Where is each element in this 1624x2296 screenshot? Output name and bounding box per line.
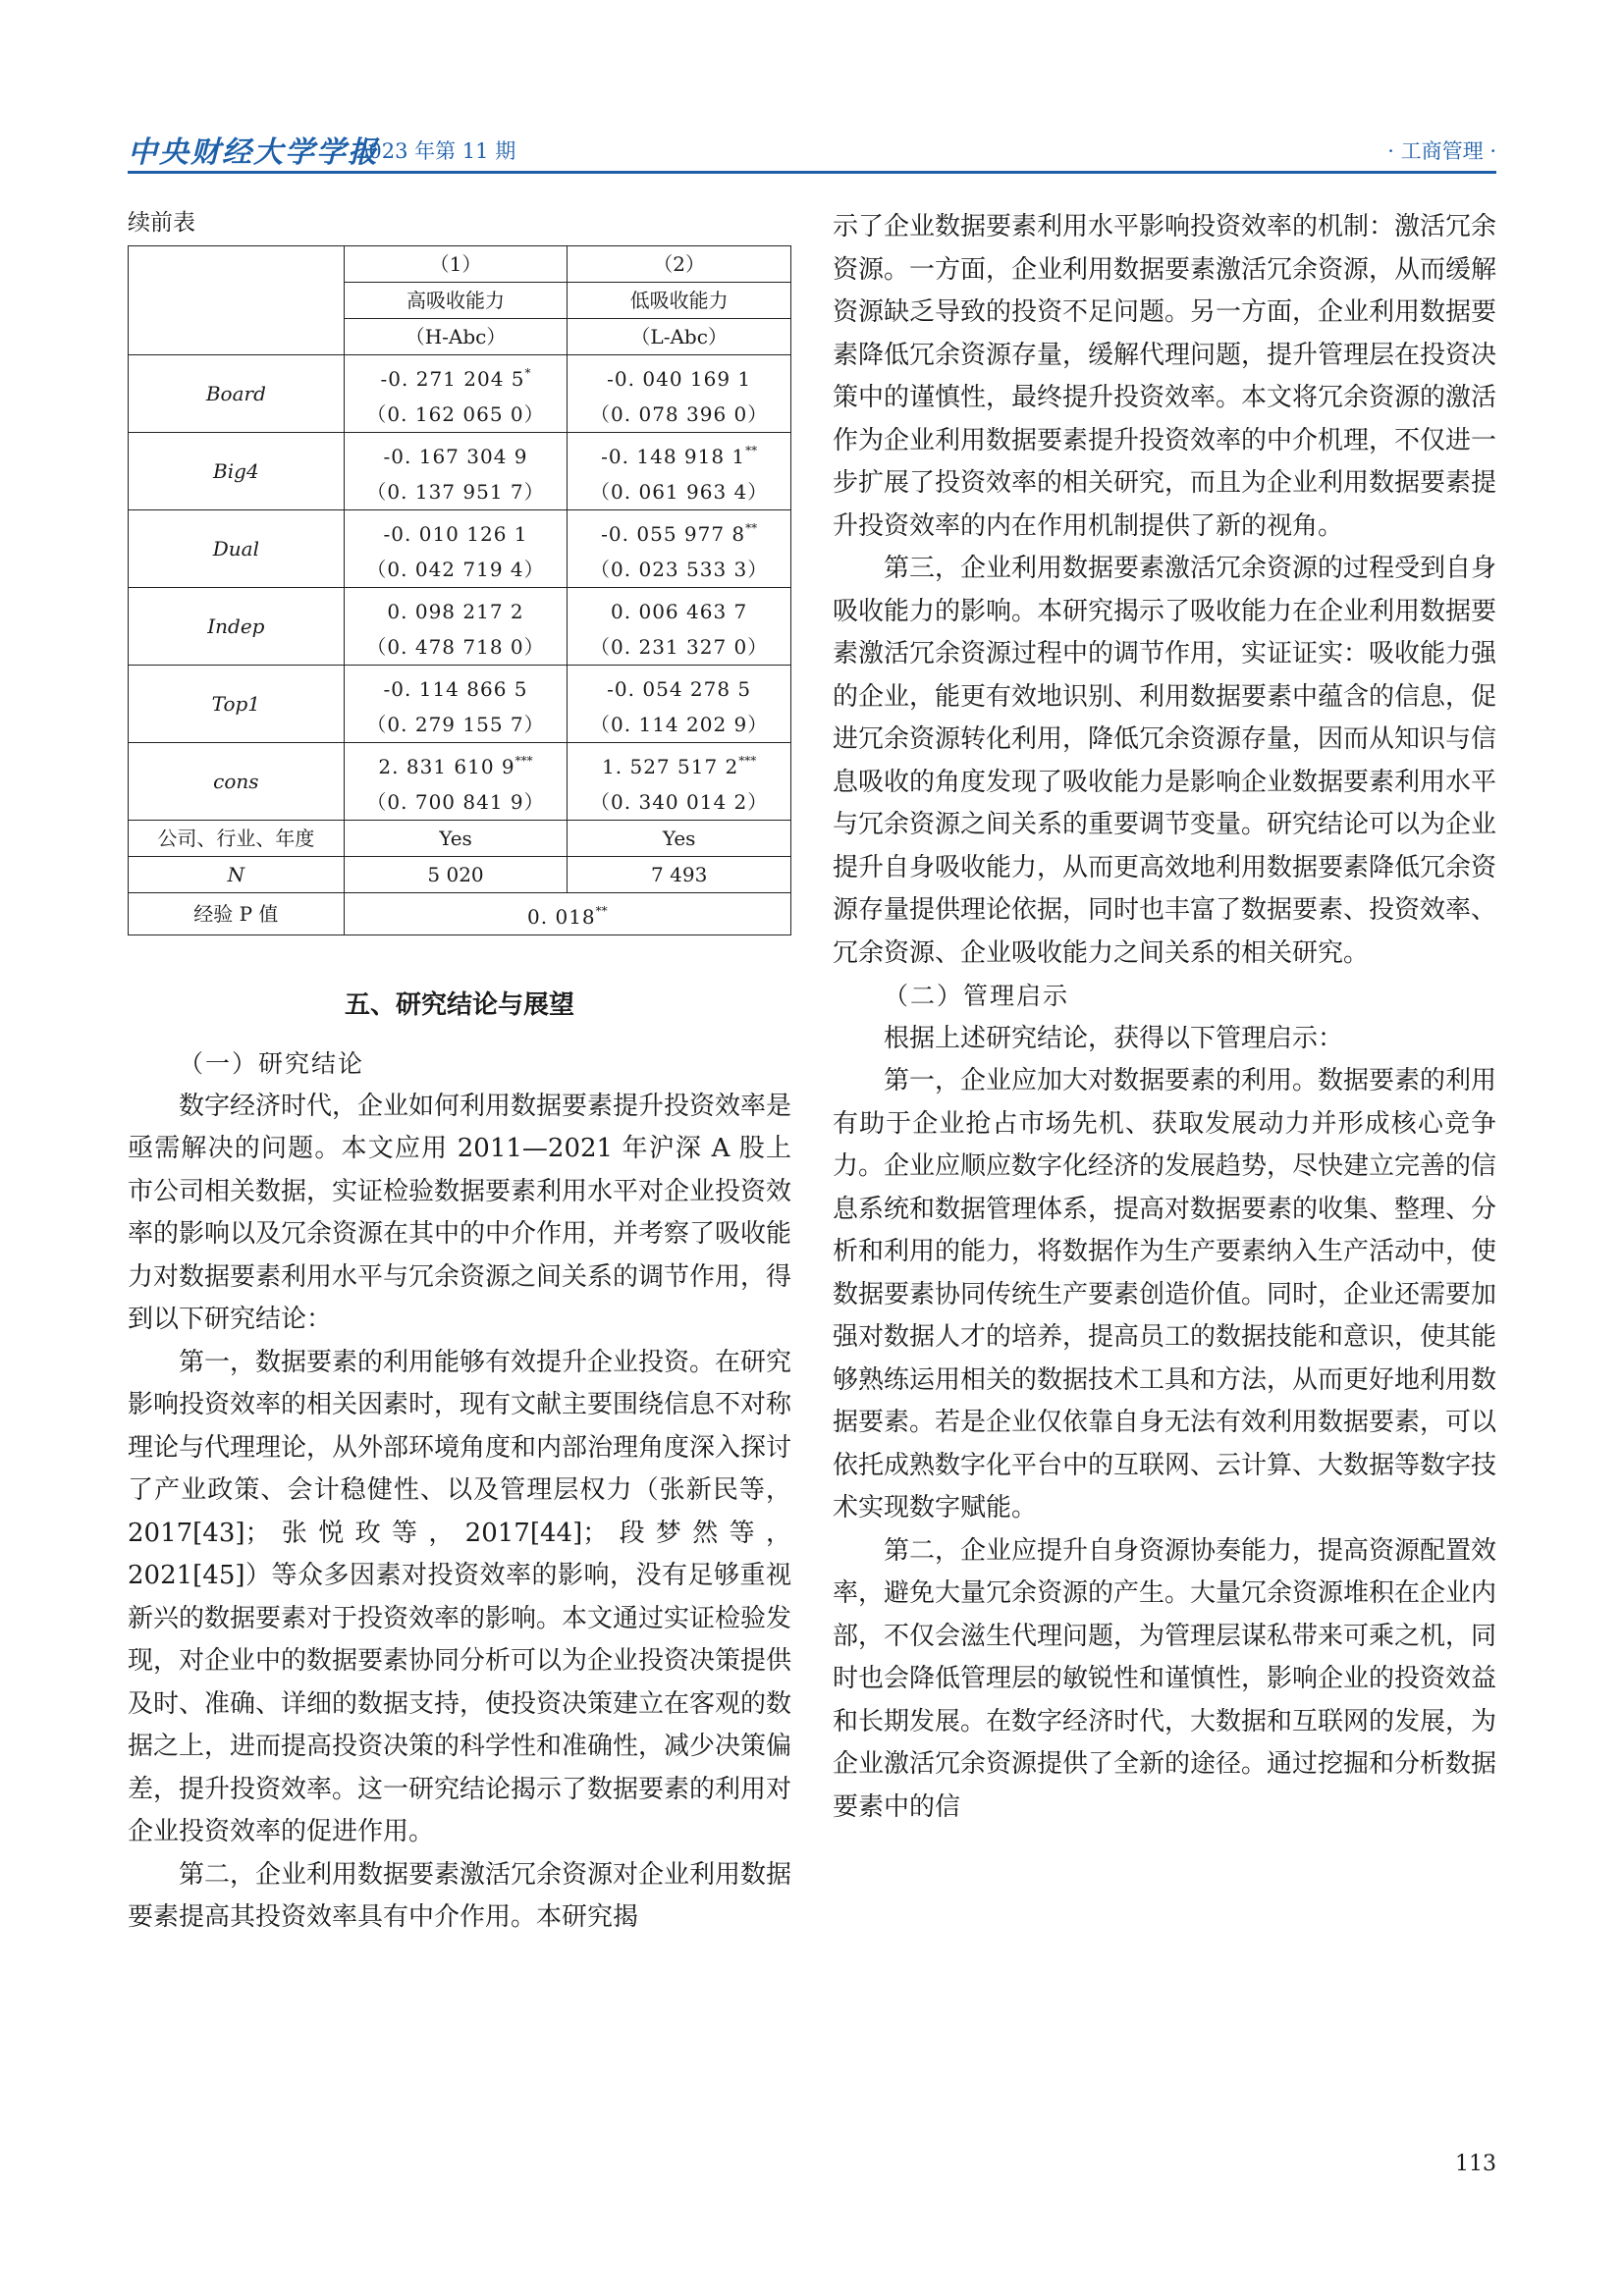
regression-table [128, 245, 791, 935]
coef-cell: 0. 006 463 7 （0. 231 327 0） [568, 588, 791, 666]
col2-code: （L-Abc） [568, 319, 791, 355]
page-header [128, 126, 1496, 171]
col1-number: （1） [344, 246, 568, 283]
table-row [129, 588, 791, 666]
paragraph: 第三，企业利用数据要素激活冗余资源的过程受到自身吸收能力的影响。本研究揭示了吸收能力在企业利用数据要素激活冗余资源过程中的调节作用，实证证实：吸收能力强的企业，能更有效地识别、利用数据要素中蕴含的信息，促进冗余资源转化利用，降低冗余资源存量，因而从知识与信息吸收的角度发现了吸收能力是影响企业数据要素利用水平与冗余资源之间关系的重要调节变量。研究结论可以为企业提升自身吸收能力，从而更高效地利用数据要素降低冗余资源存量提供理论依据，同时也丰富了数据要素、投资效率、冗余资源、企业吸收能力之间关系的相关研究。 [833, 554, 1497, 968]
coef-cell: -0. 148 918 1** （0. 061 963 4） [568, 433, 791, 510]
coef-cell: 2. 831 610 9*** （0. 700 841 9） [344, 743, 568, 821]
subsection-heading: （一）研究结论 [179, 1049, 365, 1078]
section-title: 五、研究结论与展望 [344, 990, 574, 1020]
coef-cell: 1. 527 517 2*** （0. 340 014 2） [568, 743, 791, 821]
col1-code: （H-Abc） [344, 319, 568, 355]
table-row [129, 666, 791, 743]
row-label: 经验 P 值 [129, 893, 345, 935]
coef-cell: -0. 167 304 9 （0. 137 951 7） [344, 433, 568, 510]
n-cell: 5 020 [344, 857, 568, 893]
table-row [129, 821, 791, 857]
paragraph: 示了企业数据要素利用水平影响投资效率的机制：激活冗余资源。一方面，企业利用数据要素激活冗余资源，从而缓解资源缺乏导致的投资不足问题。另一方面，企业利用数据要素降低冗余资源存量，缓解代理问题，提升管理层在投资决策中的谨慎性，最终提升投资效率。本文将冗余资源的激活作为企业利用数据要素提升投资效率的中介机理，不仅进一步扩展了投资效率的相关研究，而且为企业利用数据要素提升投资效率的内在作用机制提供了新的视角。 [833, 212, 1497, 541]
coef-cell: -0. 040 169 1 （0. 078 396 0） [568, 355, 791, 433]
row-label: Top1 [129, 666, 345, 743]
left-column [128, 206, 791, 1940]
paragraph: 第一，企业应加大对数据要素的利用。数据要素的利用有助于企业抢占市场先机、获取发展动力并形成核心竞争力。企业应顺应数字化经济的发展趋势，尽快建立完善的信息系统和数据管理体系，提高对数据要素的收集、整理、分析和利用的能力，将数据作为生产要素纳入生产活动中，使数据要素协同传统生产要素创造价值。同时，企业还需要加强对数据人才的培养，提高员工的数据技能和意识，使其能够熟练运用相关的数据技术工具和方法，从而更好地利用数据要素。若是企业仅依靠自身无法有效利用数据要素，可以依托成熟数字化平台中的互联网、云计算、大数据等数字技术实现数字赋能。 [833, 1066, 1497, 1522]
coef-cell: -0. 010 126 1 （0. 042 719 4） [344, 510, 568, 588]
paragraph: 数字经济时代，企业如何利用数据要素提升投资效率是亟需解决的问题。本文应用 2011—2021 年沪深 A 股上市公司相关数据，实证检验数据要素利用水平对企业投资效率的影响以及冗余资源在其中的中介作用，并考察了吸收能力对数据要素利用水平与冗余资源之间关系的调节作用，得到以下研究结论： [128, 1091, 792, 1334]
table-row [129, 893, 791, 935]
table-row [129, 743, 791, 821]
right-column [833, 206, 1496, 1829]
row-label: N [129, 857, 345, 893]
section-label: · 工商管理 · [1387, 139, 1496, 163]
subsection-heading: （二）管理启示 [884, 982, 1070, 1010]
paragraph: 根据上述研究结论，获得以下管理启示： [884, 1023, 1344, 1053]
paragraph: 第二，企业应提升自身资源协奏能力，提高资源配置效率，避免大量冗余资源的产生。大量冗余资源堆积在企业内部，不仅会滋生代理问题，为管理层谋私带来可乘之机，同时也会降低管理层的敏锐性和谨慎性，影响企业的投资效益和长期发展。在数字经济时代，大数据和互联网的发展，为企业激活冗余资源提供了全新的途径。通过挖掘和分析数据要素中的信 [833, 1535, 1497, 1822]
row-label: Dual [129, 510, 345, 588]
fe-cell: Yes [568, 821, 791, 857]
table-row [129, 433, 791, 510]
row-label: cons [129, 743, 345, 821]
row-label: Indep [129, 588, 345, 666]
journal-name: 中央财经大学学报 [128, 135, 379, 170]
table-row [129, 857, 791, 893]
row-label: Big4 [129, 433, 345, 510]
table-caption: 续前表 [128, 210, 195, 236]
coef-cell: 0. 098 217 2 （0. 478 718 0） [344, 588, 568, 666]
coef-cell: -0. 054 278 5 （0. 114 202 9） [568, 666, 791, 743]
coef-cell: -0. 271 204 5* （0. 162 065 0） [344, 355, 568, 433]
p-value-cell: 0. 018** [344, 893, 790, 935]
table-corner-cell [129, 246, 345, 355]
paragraph: 第一，数据要素的利用能够有效提升企业投资。在研究影响投资效率的相关因素时，现有文献主要围绕信息不对称理论与代理理论，从外部环境角度和内部治理角度深入探讨了产业政策、会计稳健性、以及管理层权力（张新民等，2017[43]；张悦玫等，2017[44]；段梦然等，2021[45]）等众多因素对投资效率的影响，没有足够重视新兴的数据要素对于投资效率的影响。本文通过实证检验发现，对企业中的数据要素协同分析可以为企业投资决策提供及时、准确、详细的数据支持，使投资决策建立在客观的数据之上，进而提高投资决策的科学性和准确性，减少决策偏差，提升投资效率。这一研究结论揭示了数据要素的利用对企业投资效率的促进作用。 [128, 1347, 792, 1846]
fe-cell: Yes [344, 821, 568, 857]
issue-label: 2023 年第 11 期 [355, 139, 516, 163]
page-number: 113 [1455, 2152, 1496, 2176]
header-rule [128, 171, 1496, 174]
table-row [129, 510, 791, 588]
n-cell: 7 493 [568, 857, 791, 893]
col2-number: （2） [568, 246, 791, 283]
coef-cell: -0. 114 866 5 （0. 279 155 7） [344, 666, 568, 743]
row-label: Board [129, 355, 345, 433]
paragraph: 第二，企业利用数据要素激活冗余资源对企业利用数据要素提高其投资效率具有中介作用。本研究揭 [128, 1859, 792, 1932]
row-label: 公司、行业、年度 [129, 821, 345, 857]
coef-cell: -0. 055 977 8** （0. 023 533 3） [568, 510, 791, 588]
col2-name: 低吸收能力 [568, 283, 791, 319]
col1-name: 高吸收能力 [344, 283, 568, 319]
table-row [129, 355, 791, 433]
